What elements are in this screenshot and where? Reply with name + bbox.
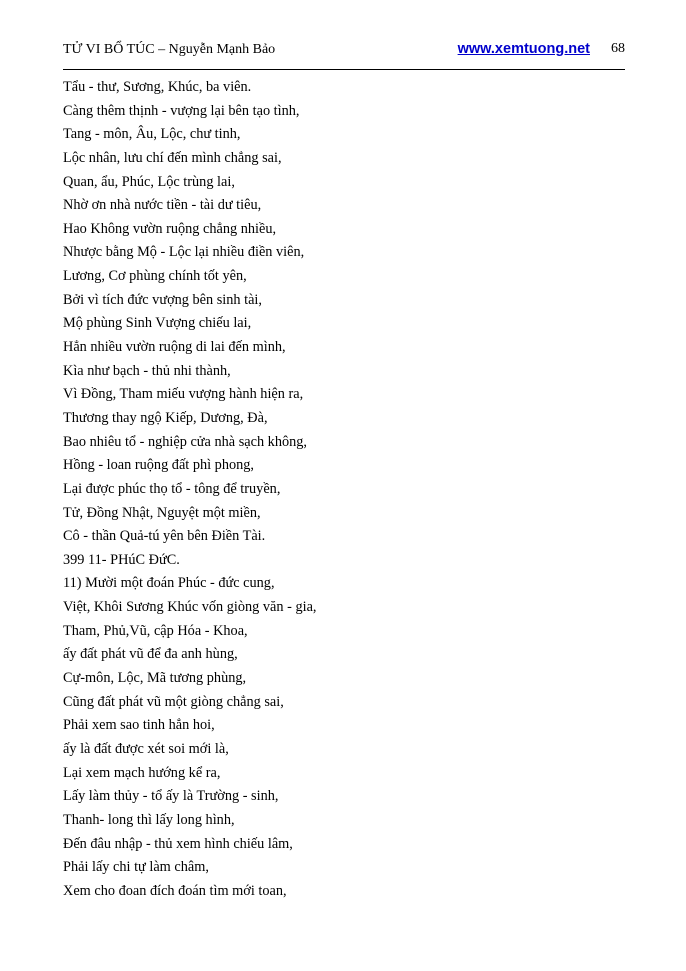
text-line: Kìa như bạch - thủ nhi thành, (63, 362, 231, 379)
text-line: Tham, Phủ,Vũ, cập Hóa - Khoa, (63, 622, 248, 639)
page-header (63, 40, 625, 64)
text-line: Hẳn nhiều vườn ruộng di lai đến mình, (63, 339, 286, 356)
text-line: Quan, ẩu, Phúc, Lộc trùng lai, (63, 173, 235, 190)
text-line: Cự-môn, Lộc, Mã tương phùng, (63, 670, 247, 687)
text-line: Nhược bằng Mộ - Lộc lại nhiều điền viên, (63, 244, 305, 261)
text-line: Vì Đồng, Tham miếu vượng hành hiện ra, (63, 386, 304, 403)
text-line: Hao Không vườn ruộng chẳng nhiều, (63, 220, 277, 237)
text-line: Lấy làm thủy - tổ ấy là Trường - sinh, (63, 788, 279, 805)
text-line: Lộc nhân, lưu chí đến mình chẳng sai, (63, 149, 282, 166)
text-line: Lại xem mạch hướng kể ra, (63, 764, 221, 781)
text-line: Đến đâu nhập - thủ xem hình chiếu lâm, (63, 835, 293, 852)
page-number: 68 (611, 41, 625, 56)
text-line: ấy đất phát vũ để đa anh hùng, (63, 646, 238, 663)
text-line: Phải xem sao tinh hẳn hoi, (63, 717, 215, 734)
poem-text (63, 76, 625, 903)
header-divider (63, 69, 625, 70)
text-line: Mộ phùng Sinh Vượng chiếu lai, (63, 315, 252, 332)
text-line: Việt, Khôi Sương Khúc vốn giòng văn - gia, (63, 599, 317, 616)
website-link[interactable]: www.xemtuong.net (457, 41, 590, 57)
text-line: Bao nhiêu tổ - nghiệp cửa nhà sạch không, (63, 433, 307, 450)
text-line: Lại được phúc thọ tổ - tông để truyền, (63, 480, 281, 497)
text-line: Lương, Cơ phùng chính tốt yên, (63, 268, 247, 285)
book-title: TỬ VI BỔ TÚC – Nguyễn Mạnh Bảo (63, 42, 276, 57)
text-line: 399 11- PHúC ĐứC. (63, 551, 180, 568)
text-line: Càng thêm thịnh - vượng lại bên tạo tình, (63, 102, 300, 119)
text-line: Phải lấy chi tự làm châm, (63, 859, 209, 876)
text-line: Cũng đất phát vũ một giòng chẳng sai, (63, 693, 284, 710)
text-line: Hồng - loan ruộng đất phì phong, (63, 457, 254, 474)
text-line: Tử, Đồng Nhật, Nguyệt một miền, (63, 504, 261, 521)
text-line: 11) Mười một đoán Phúc - đức cung, (63, 575, 275, 592)
text-line: Bởi vì tích đức vượng bên sinh tài, (63, 291, 262, 308)
text-line: Tang - môn, Âu, Lộc, chư tinh, (63, 126, 241, 143)
text-line: Nhờ ơn nhà nước tiền - tài dư tiêu, (63, 197, 262, 214)
text-line: ấy là đất được xét soi mới là, (63, 740, 229, 757)
text-line: Thương thay ngộ Kiếp, Dương, Đà, (63, 409, 268, 426)
text-line: Cô - thần Quả-tú yên bên Điền Tài. (63, 528, 266, 545)
text-line: Tẩu - thư, Sương, Khúc, ba viên. (63, 79, 252, 95)
text-line: Thanh- long thì lấy long hình, (63, 811, 235, 828)
text-line: Xem cho đoan đích đoán tìm mới toan, (63, 882, 287, 899)
